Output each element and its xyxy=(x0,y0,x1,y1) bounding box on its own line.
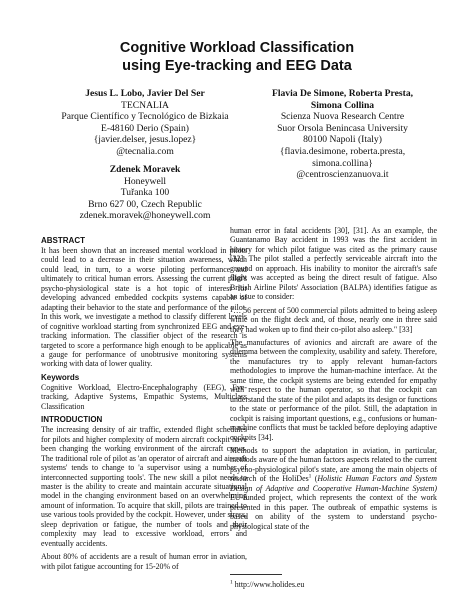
footnote-rule xyxy=(230,574,282,575)
paper-title-line2: using Eye-tracking and EEG Data xyxy=(122,58,352,74)
affiliation-line: Scienza Nuova Research Centre xyxy=(280,111,405,123)
intro-paragraph: The increasing density of air traffic, extended flight schedules for pilots and higher complexity of modern aircraft cockpit have been changing the working environment of the aircraft crews. The traditional role of pilot as 'an operator of aircraft and aircraft systems' tends to change to 'a supervisor using a number of interconnected supporting tools'. The new skill a pilot needs to master is the ability to create and maintain accurate situational model in the changing environment based on an overwhelming amount of information. To acquire that skill, pilots are trained to use various tools provided by the cockpit. However, under stress, sleep deprivation or fatigue, the number of tools and their complexity may lead to excessive workload, errors and eventually accidents. xyxy=(41,425,247,548)
email-line: @centroscienzanuova.it xyxy=(296,169,389,181)
paragraph-text: ( xyxy=(311,474,318,484)
footnote-marker: 1 xyxy=(230,579,233,586)
intro-paragraph: About 80% of accidents are a result of human error in aviation, with pilot fatigue accounting for 15-20% of xyxy=(41,552,247,571)
body-paragraph: The manufactures of avionics and aircraft are aware of the dilemma between the complexity, usability and safety. Therefore, the manufactures try to apply relevant human-factors methodologies to improve the human-machine interface. At the same time, the cockpit systems are being extended for empathy with respect to the human operator, so that the cockpit can understand the state of the pilot and adapts its design or functions to the state or performance of the pilot. Still, the adaptation in cockpit is raising important questions, e.g., confusions or human-machine conflicts that must be tackled before deploying adaptive cockpits [34]. xyxy=(230,337,437,442)
affiliation-line: TECNALIA xyxy=(121,99,169,111)
affiliation-line: Brno 627 00, Czech Republic xyxy=(88,198,202,210)
body-paragraph: human error in fatal accidents [30], [31]. As an example, the Guantanamo Bay accident in 1993 was the first accident in history for which pilot fatigue was cited as the primary cause [32]. The pilot stalled a perfectly serviceable aircraft into the ground on approach. His inability to monitor the aircraft's safe flight was accepted as being the direct result of fatigue. Also British Airline Pilots' Association (BALPA) identifies fatigue as an issue to consider: xyxy=(230,226,437,302)
abstract-heading: ABSTRACT xyxy=(41,236,85,245)
paper-title-line1: Cognitive Workload Classification xyxy=(119,40,355,56)
left-column xyxy=(41,236,247,575)
right-column xyxy=(230,226,437,535)
author-names: Jesus L. Lobo, Javier Del Ser xyxy=(85,88,205,99)
affiliation-line: Parque Científico y Tecnológico de Bizkaia xyxy=(61,111,229,123)
affiliation-line: 80100 Napoli (Italy) xyxy=(303,134,382,146)
footnote-link[interactable]: http://www.holides.eu xyxy=(232,580,305,589)
author-block-tecnalia xyxy=(40,88,250,158)
abstract-text: It has been shown that an increased mental workload in pilots could lead to a decrease in their situation awareness, which could lead, in turn, to a worse piloting performance and ultimately to critical human errors. Assessing the current pilot's psycho-physiological state is a hot topic of interest for developing advanced embedded cockpits systems capable of adapting their behavior to the state and performance of the pilot. In this work, we investigate a method to classify different levels of cognitive workload starting from synchronized EEG and eye-tracking information. The classifier object of the research is targeted to score a performance high enough to be applicable as a gauge for performance of unobtrusive monitoring systems working with data of lower quality. xyxy=(41,246,247,369)
paragraph-text: EU-funded project, which represents the context of the work presented in this paper. The outbreak of empathic systems is based on ability of the system to understand psycho-physiological state of the xyxy=(230,493,437,531)
affiliation-line: Suor Orsola Benincasa University xyxy=(277,122,408,134)
footnote-reference: 1 xyxy=(308,473,312,480)
email-line: {flavia.desimone, roberta.presta, xyxy=(279,145,406,157)
affiliation-line: E-48160 Derio (Spain) xyxy=(101,122,189,134)
keywords-text: Cognitive Workload, Electro-Encephalography (EEG), Eye-tracking, Adaptive Systems, Empathic Systems, Multiclass Classification xyxy=(41,382,247,411)
affiliation-line: Tuřanka 100 xyxy=(120,187,170,199)
affiliation-line: Honeywell xyxy=(123,175,167,187)
keywords-heading: Keywords xyxy=(41,372,80,382)
body-paragraph xyxy=(230,446,437,531)
email-line: {javier.delser, jesus.lopez} xyxy=(93,134,197,146)
project-full-name: Holistic Human Factors and System Design of Adaptive and Cooperative Human-Machine System) xyxy=(230,474,437,493)
introduction-heading: INTRODUCTION xyxy=(41,415,103,425)
author-block-scienza-nuova xyxy=(255,88,430,181)
balpa-quote: "… 56 percent of 500 commercial pilots admitted to being asleep while on the flight deck and, of those, nearly one in three said they had woken up to find their co-pilot also asleep." [33] xyxy=(230,305,437,334)
email-line: simona.collina} xyxy=(312,157,373,169)
email-line: @tecnalia.com xyxy=(116,145,174,157)
email-line: zdenek.moravek@honeywell.com xyxy=(79,210,211,222)
author-names: Zdenek Moravek xyxy=(109,164,181,175)
author-block-honeywell xyxy=(40,164,250,222)
author-names: Simona Collina xyxy=(310,99,375,111)
author-names: Flavia De Simone, Roberta Presta, xyxy=(271,88,414,99)
paragraph-text: Methods to support the adaptation in aviation, in particular, methods aware of the human factors aspects related to the current psycho-physiological pilot's state, are among the main objects of research of the HoliDes xyxy=(230,445,437,484)
footnote xyxy=(230,580,304,590)
